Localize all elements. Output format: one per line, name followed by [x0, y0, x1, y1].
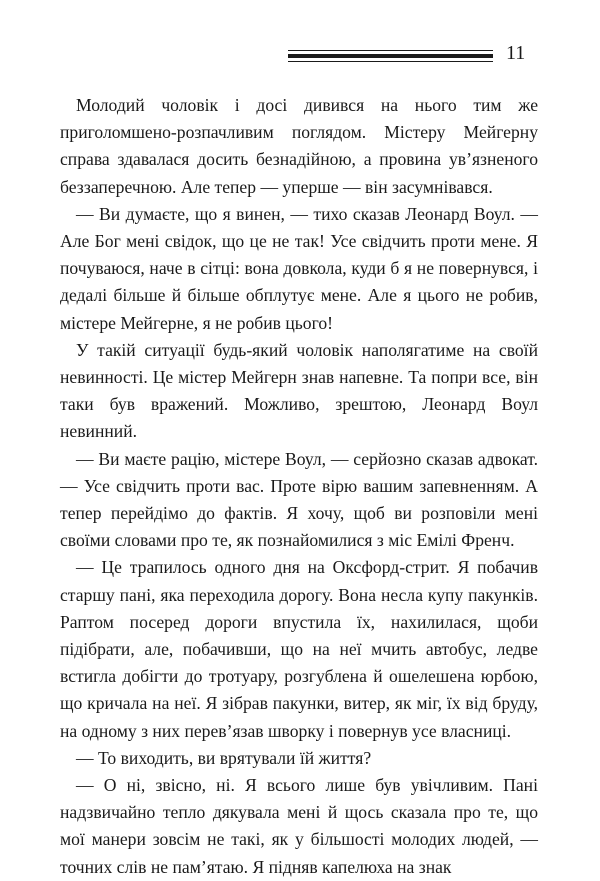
header-rule	[288, 50, 493, 65]
paragraph: — То виходить, ви врятували їй життя?	[76, 747, 372, 768]
header-rule-thin-top	[288, 50, 493, 51]
page-header	[288, 40, 538, 70]
paragraph: У такій ситуації будь-який чоловік наполягатиме на своїй невинності. Це містер Мейгерн знав напевне. Та попри все, він таки був вражений. Можливо, зрештою, Леонард Воул невинний.	[60, 339, 538, 442]
header-rule-thin-bottom	[288, 61, 493, 62]
paragraph: Молодий чоловік і досі дивився на нього тим же приголомшено-розпачливим поглядом. Містеру Мейгерну справа здавалася досить безнадійною, а провина ув’язненого беззаперечною. Але тепер — уперше — він засумнівався.	[60, 95, 538, 197]
paragraph: — Це трапилось одного дня на Оксфорд-стрит. Я побачив старшу пані, яка переходила дорогу. Вона несла купу пакунків. Раптом посеред дороги впустила їх, нахилилася, щоби підібрати, але, побачивши, що на неї мчить автобус, ледве встигла добігти до тротуару, розгублена й ошелешена юрбою, що кричала на неї. Я зібрав пакунки, витер, як міг, їх від бруду, на одному з них перев’язав шворку і повернув усе власниці.	[60, 557, 538, 741]
page-number: 11	[506, 42, 526, 64]
header-rule-thick	[288, 54, 493, 58]
body-text	[60, 92, 538, 881]
paragraph: — Ви маєте рацію, містере Воул, — серйозно сказав адвокат. — Усе свідчить проти вас. Проте вірю вашим запевненням. А тепер перейдімо до фактів. Я хочу, щоб ви розповіли мені своїми словами про те, як познайомилися з міс Емілі Френч.	[60, 448, 538, 551]
paragraph: — О ні, звісно, ні. Я всього лише був увічливим. Пані надзвичайно тепло дякувала мені й щось сказала про те, що мої манери зовсім не такі, як у більшості молодих людей, — точних слів не пам’ятаю. Я підняв капелюха на знак	[60, 775, 538, 877]
paragraph: — Ви думаєте, що я винен, — тихо сказав Леонард Воул. — Але Бог мені свідок, що це не так! Усе свідчить проти мене. Я почуваюся, наче в сітці: вона довкола, куди б я не повернувся, і дедалі більше й більше обплутує мене. Але я цього не робив, містере Мейгерне, я не робив цього!	[60, 203, 538, 333]
